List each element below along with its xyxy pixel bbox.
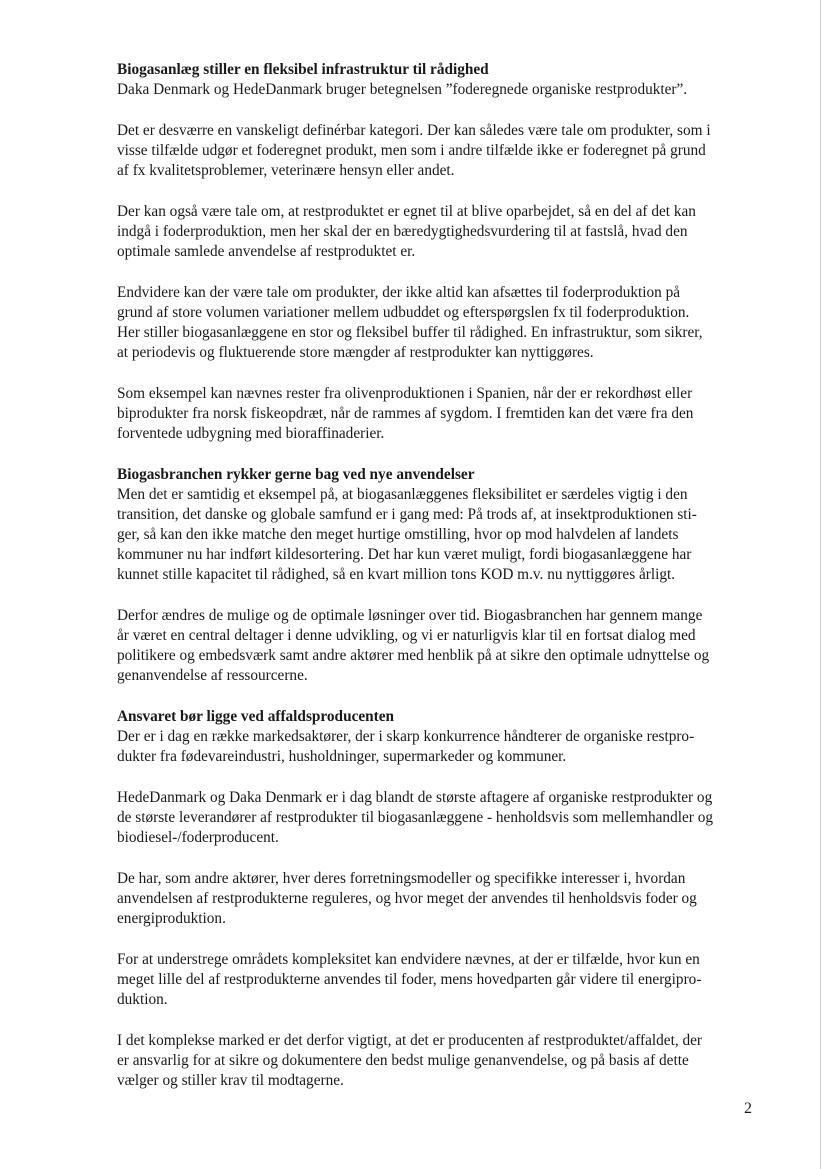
text-line: af fx kvalitetsproblemer, veterinære hensyn eller andet. <box>117 162 455 179</box>
paragraph <box>117 606 759 686</box>
text-line: er ansvarlig for at sikre og dokumentere den bedst mulige genanvendelse, og på basis af dette <box>117 1052 689 1069</box>
text-line: Derfor ændres de mulige og de optimale løsninger over tid. Biogasbranchen har gennem mange <box>117 607 703 624</box>
text-line: Endvidere kan der være tale om produkter, der ikke altid kan afsættes til foderproduktion på <box>117 284 681 301</box>
paragraph <box>117 788 759 848</box>
document-body <box>117 60 759 1112</box>
paragraph <box>117 1031 759 1091</box>
paragraph <box>117 80 759 100</box>
text-line: Som eksempel kan nævnes rester fra olivenproduktionen i Spanien, når der er rekordhøst eller <box>117 385 693 402</box>
section-heading: Biogasbranchen rykker gerne bag ved nye anvendelser <box>117 466 475 483</box>
paragraph <box>117 727 759 767</box>
text-line: Det er desværre en vanskeligt definérbar kategori. Der kan således være tale om produkter, som i <box>117 122 711 139</box>
text-line: De har, som andre aktører, hver deres forretningsmodeller og specifikke interesser i, hvordan <box>117 870 686 887</box>
section-heading: Ansvaret bør ligge ved affaldsproducenten <box>117 708 395 725</box>
section-heading: Biogasanlæg stiller en fleksibel infrastruktur til rådighed <box>117 61 489 78</box>
text-line: transition, det danske og globale samfund er i gang med: På trods af, at insektproduktionen sti- <box>117 506 697 523</box>
text-line: forventede udbygning med bioraffinaderier. <box>117 425 385 442</box>
text-line: energiproduktion. <box>117 910 226 927</box>
section-3 <box>117 707 759 1091</box>
text-line: biprodukter fra norsk fiskeopdræt, når de rammes af sygdom. I fremtiden kan det være fra den <box>117 405 694 422</box>
text-line: biodiesel-/foderproducent. <box>117 829 279 846</box>
page-edge-line <box>820 0 821 1169</box>
text-line: de største leverandører af restprodukter til biogasanlæggene - henholdsvis som mellemhandler og <box>117 809 713 826</box>
text-line: år været en central deltager i denne udvikling, og vi er naturligvis klar til en fortsat dialog med <box>117 627 696 644</box>
text-line: indgå i foderproduktion, men her skal der en bæredygtighedsvurdering til at fastslå, hvad den <box>117 223 688 240</box>
text-line: vælger og stiller krav til modtagerne. <box>117 1072 344 1089</box>
text-line: politikere og embedsværk samt andre aktører med henblik på at sikre den optimale udnyttelse og <box>117 647 710 664</box>
text-line: kunnet stille kapacitet til rådighed, så en kvart million tons KOD m.v. nu nyttiggøres årligt. <box>117 566 676 583</box>
section-2 <box>117 465 759 686</box>
text-line: grund af store volumen variationer mellem udbuddet og efterspørgslen fx til foderproduktion. <box>117 304 690 321</box>
text-line: at periodevis og fluktuerende store mængder af restprodukter kan nyttiggøres. <box>117 344 594 361</box>
text-line: Her stiller biogasanlæggene en stor og fleksibel buffer til rådighed. En infrastruktur, som sikrer, <box>117 324 703 341</box>
paragraph <box>117 202 759 262</box>
text-line: meget lille del af restprodukterne anvendes til foder, mens hovedparten går videre til energipro- <box>117 971 702 988</box>
text-line: ger, så kan den ikke matche den meget hurtige omstilling, hvor op mod halvdelen af landets <box>117 526 679 543</box>
text-line: genanvendelse af ressourcerne. <box>117 667 308 684</box>
text-line: Men det er samtidig et eksempel på, at biogasanlæggenes fleksibilitet er særdeles vigtig i den <box>117 486 688 503</box>
paragraph <box>117 869 759 929</box>
text-line: dukter fra fødevareindustri, husholdninger, supermarkeder og kommuner. <box>117 748 567 765</box>
text-line: visse tilfælde udgør et foderegnet produkt, men som i andre tilfælde ikke er foderegnet på grund <box>117 142 706 159</box>
text-line: Der er i dag en række markedsaktører, der i skarp konkurrence håndterer de organiske restpro- <box>117 728 695 745</box>
text-line: For at understrege områdets kompleksitet kan endvidere nævnes, at der er tilfælde, hvor kun en <box>117 951 700 968</box>
paragraph <box>117 283 759 363</box>
paragraph <box>117 384 759 444</box>
text-line: Der kan også være tale om, at restproduktet er egnet til at blive oparbejdet, så en del af det kan <box>117 203 696 220</box>
text-line: duktion. <box>117 991 168 1008</box>
page-number: 2 <box>744 1100 752 1117</box>
text-line: Daka Denmark og HedeDanmark bruger betegnelsen ”foderegnede organiske restprodukter”. <box>117 81 688 98</box>
paragraph <box>117 121 759 181</box>
text-line: optimale samlede anvendelse af restproduktet er. <box>117 243 416 260</box>
text-line: kommuner nu har indført kildesortering. Det har kun været muligt, fordi biogasanlæggene har <box>117 546 692 563</box>
section-1 <box>117 60 759 444</box>
text-line: HedeDanmark og Daka Denmark er i dag blandt de største aftagere af organiske restprodukter og <box>117 789 713 806</box>
paragraph <box>117 950 759 1010</box>
paragraph <box>117 485 759 585</box>
text-line: I det komplekse marked er det derfor vigtigt, at det er producenten af restproduktet/affaldet, der <box>117 1032 703 1049</box>
text-line: anvendelsen af restprodukterne reguleres, og hvor meget der anvendes til henholdsvis foder og <box>117 890 697 907</box>
